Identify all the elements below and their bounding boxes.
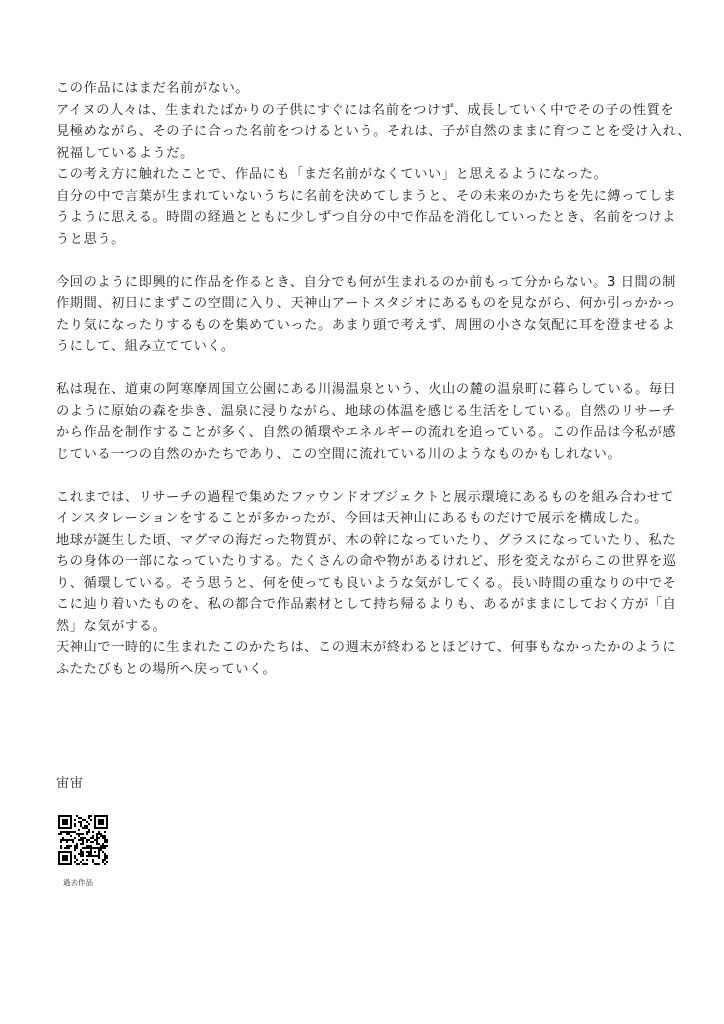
qr-code-icon[interactable] [58, 815, 108, 865]
text-line: この作品にはまだ名前がない。 [56, 81, 250, 96]
artist-signature: 宙宙 [56, 776, 84, 791]
text-line: 祝福しているようだ。 [56, 145, 194, 161]
text-line: ふたたびもとの場所へ戻っていく。 [56, 661, 277, 677]
text-line: この考え方に触れたことで、作品にも「まだ名前がなくていい」と思えるようになった。 [56, 167, 608, 182]
text-line: 今回のように即興的に作品を作るとき、自分でも何が生まれるのか前もって分からない。3 日間の制 [56, 274, 676, 290]
text-line: たり気になったりするものを集めていった。あまり頭で考えず、周囲の小さな気配に耳を澄ませるよ [56, 317, 676, 333]
text-line: ちの身体の一部になっていたりする。たくさんの命や物があるけれど、形を変えながらこの世界を巡 [56, 554, 677, 569]
qr-caption: 過去作品 [63, 878, 93, 887]
text-line: アイヌの人々は、生まれたばかりの子供にすぐには名前をつけず、成長していく中でその子の性質を [56, 102, 675, 118]
text-line: 然」な気がする。 [56, 618, 167, 634]
paragraph-gap [56, 250, 676, 272]
qr-block [58, 815, 112, 888]
paragraph-gap [56, 358, 676, 380]
text-line: じている一つの自然のかたちであり、この空間に流れている川のようなものかもしれない。 [56, 446, 622, 462]
text-line: 地球が誕生した頃、マグマの海だった物質が、木の幹になっていたり、グラスになっていたり、私た [56, 532, 677, 548]
statement-body [56, 78, 692, 680]
text-line: 自分の中で言葉が生まれていないうちに名前を決めてしまうと、その未来のかたちを先に縛ってしま [56, 188, 677, 204]
text-line: こに辿り着いたものを、私の都合で作品素材として持ち帰るよりも、あるがままにしておく方が「自 [56, 597, 677, 612]
text-line: 見極めながら、その子に合った名前をつけるという。それは、子が自然のままに育つことを受け入れ、 [56, 124, 692, 139]
text-line: 天神山で一時的に生まれたこのかたちは、この週末が終わるとほどけて、何事もなかったかのように [56, 640, 677, 655]
text-line: うように思える。時間の経過とともに少しずつ自分の中で作品を消化していったとき、名前をつけよ [56, 210, 676, 225]
text-line: インスタレーションをすることが多かったが、今回は天神山にあるものだけで展示を構成した。 [56, 511, 648, 526]
paragraph-gap [56, 465, 676, 487]
text-line: うにして、組み立てていく。 [56, 339, 235, 354]
text-line: のように原始の森を歩き、温泉に浸りながら、地球の体温を感じる生活をしている。自然のリサーチ [56, 403, 676, 419]
text-line: 私は現在、道東の阿寒摩周国立公園にある川湯温泉という、火山の麓の温泉町に暮らしている。毎日 [56, 382, 677, 397]
text-line: うと思う。 [56, 231, 125, 247]
text-line: これまでは、リサーチの過程で集めたファウンドオブジェクトと展示環境にあるものを組み合わせて [56, 489, 675, 505]
text-line: から作品を制作することが多く、自然の循環やエネルギーの流れを追っている。この作品は今私が感 [56, 425, 677, 440]
text-line: 作期間、初日にまずこの空間に入り、天神山アートスタジオにあるものを見ながら、何か引っかかっ [56, 296, 676, 311]
text-line: り、循環している。そう思うと、何を使っても良いような気がしてくる。長い時間の重なりの中でそ [56, 575, 677, 591]
